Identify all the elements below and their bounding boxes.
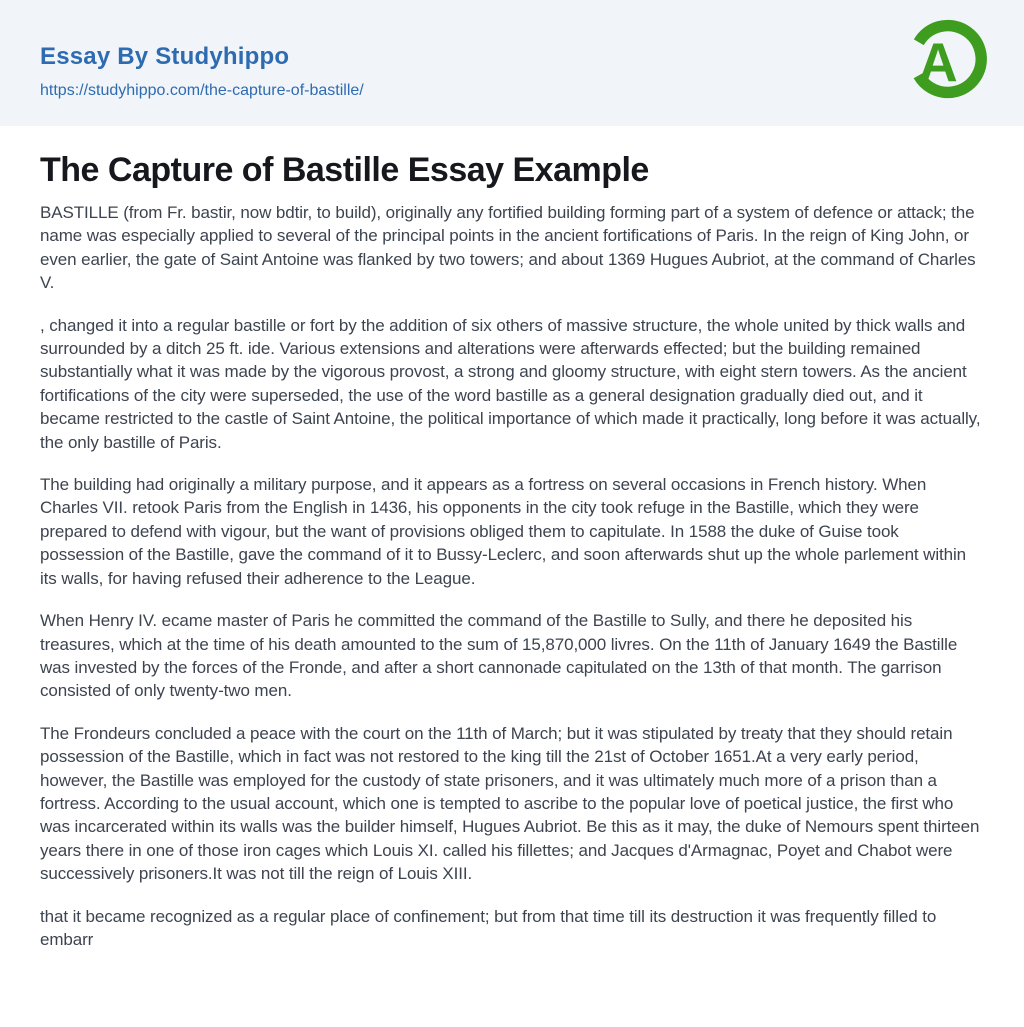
logo-arc-icon — [902, 13, 990, 105]
page-url-link[interactable]: https://studyhippo.com/the-capture-of-bastille/ — [40, 82, 364, 99]
site-title: Essay By Studyhippo — [40, 43, 290, 70]
essay-paragraph-5: The Frondeurs concluded a peace with the court on the 11th of March; but it was stipulated by treaty that they should retain possession of the Bastille, which in fact was not restored to the king till the 21st of October 1651.At a very early period, however, the Bastille was employed for the custody of state prisoners, and it was ultimately much more of a prison than a fortress. According to the usual account, which one is tempted to ascribe to the popular love of poetical justice, the first who was incarcerated within its walls was the builder himself, Hugues Aubriot. Be this as it may, the duke of Nemours spent thirteen years there in one of those iron cages which Louis XI. called his fillettes; and Jacques d'Armagnac, Poyet and Chabot were successively prisoners.It was not till the reign of Louis XIII. — [40, 723, 980, 884]
essay-paragraph-6: that it became recognized as a regular place of confinement; but from that time till its destruction it was frequently filled to embarr — [40, 906, 937, 949]
essay-paragraph-3: The building had originally a military purpose, and it appears as a fortress on several occasions in French history. When Charles VII. retook Paris from the English in 1436, his opponents in the city took refuge in the Bastille, which they were prepared to defend with vigour, but the want of provisions obliged them to capitulate. In 1588 the duke of Guise took possession of the Bastille, gave the command of it to Bussy-Leclerc, and soon afterwards shut up the whole parlement within its walls, for having refused their adherence to the League. — [40, 475, 967, 588]
essay-paragraph-2: , changed it into a regular bastille or fort by the addition of six others of massive structure, the whole united by thick walls and surrounded by a ditch 25 ft. ide. Various extensions and alterations were afterwards effected; but the building remained substantially what it was made by the vigorous provost, a strong and gloomy structure, with eight stern towers. As the ancient fortifications of the city were superseded, the use of the word bastille as a general designation gradually died out, and it became restricted to the castle of Saint Antoine, the political importance of which made it practically, long before it was actually, the only bastille of Paris. — [40, 315, 981, 452]
logo-letter: A — [918, 32, 958, 93]
essay-paragraph-1: BASTILLE (from Fr. bastir, now bdtir, to build), originally any fortified building forming part of a system of defence or attack; the name was especially applied to several of the principal points in the ancient fortifications of Paris. In the reign of King John, or even earlier, the gate of Saint Antoine was flanked by two towers; and about 1369 Hugues Aubriot, at the command of Charles V. — [40, 203, 976, 293]
essay-paragraph-4: When Henry IV. ecame master of Paris he committed the command of the Bastille to Sully, and there he deposited his treasures, which at the time of his death amounted to the sum of 15,870,000 livres. On the 11th of January 1649 the Bastille was invested by the forces of the Fronde, and after a short cannonade capitulated on the 13th of that month. The garrison consisted of only twenty-two men. — [40, 611, 958, 701]
essay-title: The Capture of Bastille Essay Example — [40, 151, 649, 189]
page-header — [0, 0, 1024, 126]
essay-article — [0, 126, 1024, 951]
studyhippo-logo — [902, 13, 990, 105]
header-text-block — [40, 0, 364, 101]
